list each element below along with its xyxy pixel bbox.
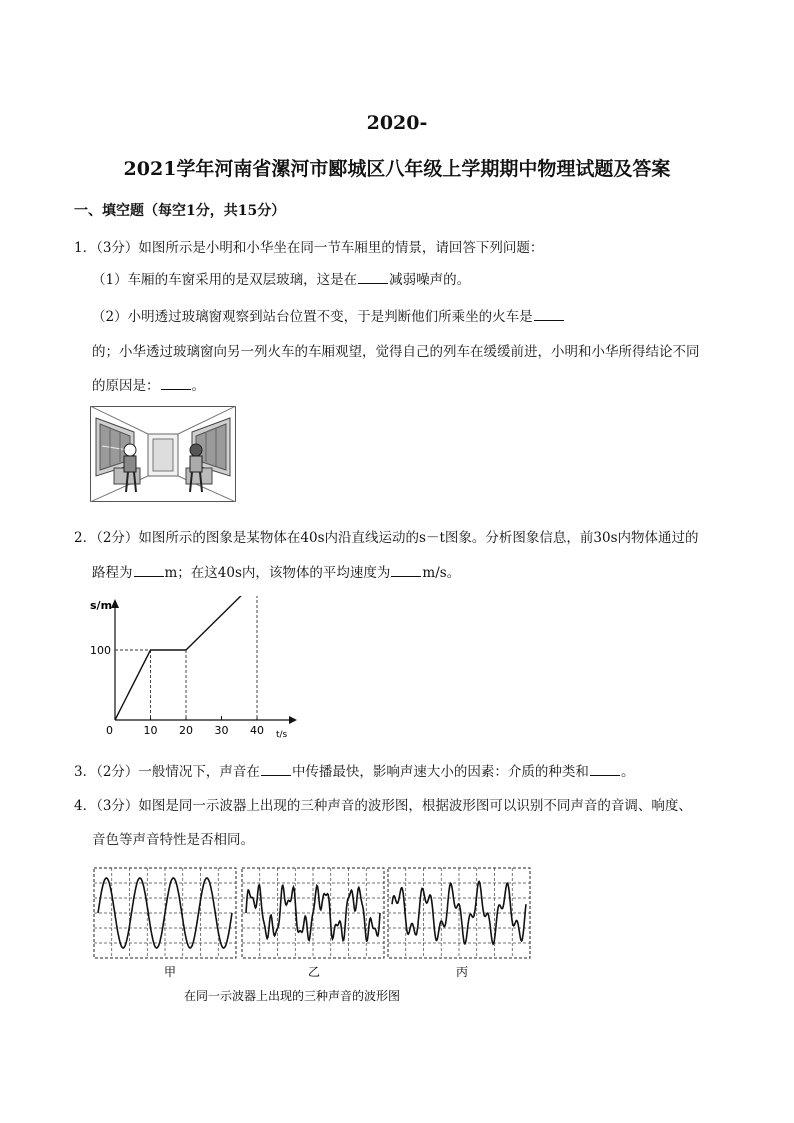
s-t-chart <box>84 596 304 746</box>
x-axis-arrow <box>289 716 297 724</box>
answer-blank[interactable] <box>358 271 388 284</box>
q1-part2-line1 <box>92 305 565 325</box>
q4-line1: 4．（3分）如图是同一示波器上出现的三种声音的波形图，根据波形图可以识别不同声音的音调、响度、 <box>74 798 692 814</box>
answer-blank[interactable] <box>161 377 191 390</box>
waveform-label-yi: 乙 <box>307 965 321 979</box>
q2-line2-b: m；在这40s内，该物体的平均速度为 <box>164 565 391 581</box>
q3-line <box>74 760 634 780</box>
q1-part1 <box>92 268 470 288</box>
x-tick-label: 40 <box>250 724 264 737</box>
q2-line1: 2．（2分）如图所示的图象是某物体在40s内沿直线运动的s－t图象。分析图象信息，前30s内物体通过的 <box>74 530 699 546</box>
waveform-label-bing: 丙 <box>455 965 469 979</box>
x-tick-label: 10 <box>143 724 158 737</box>
answer-blank[interactable] <box>391 564 421 577</box>
x-tick-label: 30 <box>214 724 229 737</box>
answer-blank[interactable] <box>590 763 620 776</box>
q2-line2-c: m/s。 <box>422 565 461 581</box>
q1-part1-before: （1）车厢的车窗采用的是双层玻璃，这是在 <box>92 272 358 288</box>
x-axis-label: t/s <box>276 730 288 740</box>
y-tick-label: 100 <box>90 644 111 657</box>
q3-text-b: 中传播最快，影响声速大小的因素：介质的种类和 <box>291 764 589 780</box>
origin-label: 0 <box>106 724 113 737</box>
q1-part1-after: 减弱噪声的。 <box>389 272 471 288</box>
q1-part2-line3 <box>92 374 205 394</box>
x-tick-label: 20 <box>179 724 193 737</box>
q2-line2-a: 路程为 <box>92 565 133 581</box>
waveform-caption: 在同一示波器上出现的三种声音的波形图 <box>183 989 401 1003</box>
oscilloscope-waveforms <box>92 864 542 1010</box>
q1-part2-line2: 的；小华透过玻璃窗向另一列火车的车厢观望，觉得自己的列车在缓缓前进，小明和小华所得结论不同 <box>92 344 700 360</box>
answer-blank[interactable] <box>134 564 164 577</box>
q1-stem: 1．（3分）如图所示是小明和小华坐在同一节车厢里的情景，请回答下列问题： <box>74 240 544 256</box>
q3-text-a: 3．（2分）一般情况下，声音在 <box>74 764 260 780</box>
q1-part2-text: （2）小明透过玻璃窗观察到站台位置不变，于是判断他们所乘坐的火车是 <box>92 309 533 325</box>
y-axis-label: s/m <box>90 599 113 612</box>
page-title-line1: 2020- <box>366 112 428 134</box>
q3-text-c: 。 <box>620 764 635 780</box>
answer-blank[interactable] <box>534 308 564 321</box>
section-heading: 一、填空题（每空1分，共15分） <box>74 203 286 219</box>
q4-line2: 音色等声音特性是否相同。 <box>92 832 254 848</box>
q1-part2-line3-after: 。 <box>191 378 205 394</box>
page-title-line2: 2021学年河南省漯河市郾城区八年级上学期期中物理试题及答案 <box>123 158 671 180</box>
waveform-label-jia: 甲 <box>163 965 177 979</box>
q1-part2-line3-before: 的原因是： <box>92 378 160 394</box>
answer-blank[interactable] <box>261 763 291 776</box>
y-axis-arrow <box>111 599 119 608</box>
train-carriage-illustration <box>90 406 236 502</box>
q2-line2 <box>92 561 460 581</box>
